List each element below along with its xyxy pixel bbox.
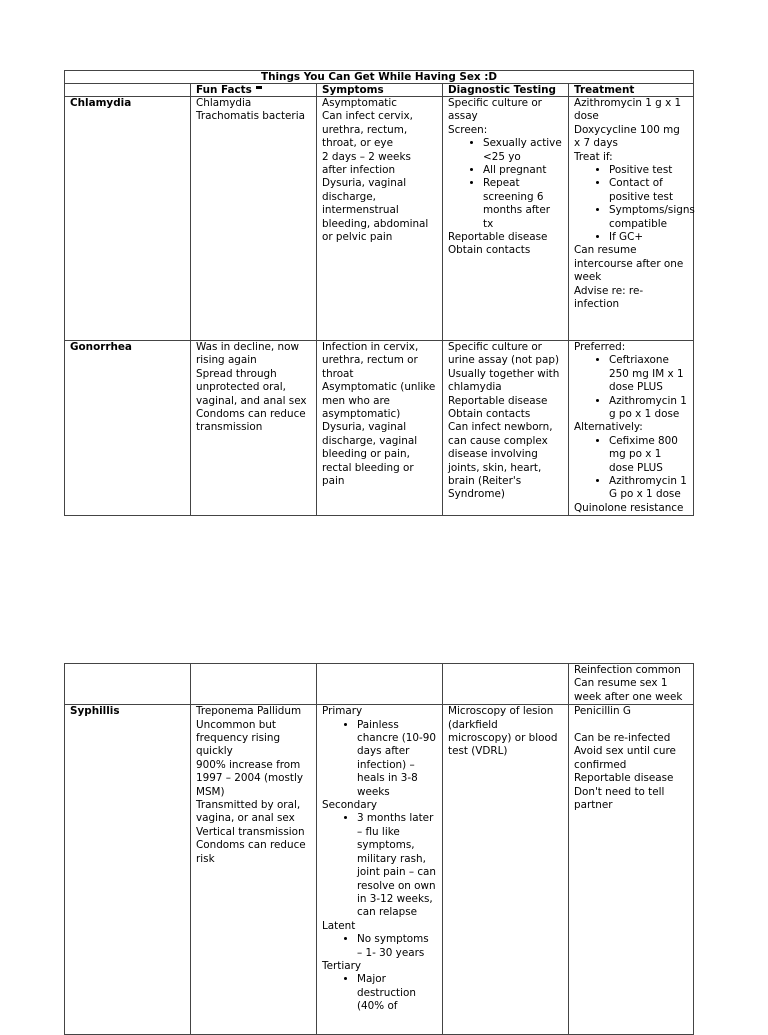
treatment-cell: Penicillin G Can be re-infected Avoid sex until cure confirmed Reportable disease Don't need to tell partner (569, 705, 694, 1035)
table-title: Things You Can Get While Having Sex :D (65, 71, 694, 84)
list-item: • Major destruction (40% of (357, 973, 437, 1013)
diagnostic-cell: Specific culture or assay Screen: • Sexually active <25 yo • All pregnant • Repeat screening 6 months after tx Reportable disease Obtain contacts (443, 97, 569, 341)
list-item: • Cefixime 800 mg po x 1 dose PLUS (609, 435, 688, 475)
disease-name: Syphillis (65, 705, 191, 1035)
header-diagnostic-testing: Diagnostic Testing (443, 84, 569, 97)
fun-facts-cell: Treponema Pallidum Uncommon but frequency rising quickly 900% increase from 1997 – 2004 (mostly MSM) Transmitted by oral, vagina, or anal sex Vertical transmission Condoms can reduce risk (191, 705, 317, 1035)
continued-row (65, 664, 694, 705)
header-row (65, 84, 694, 97)
list-item: • 3 months later – flu like symptoms, military rash, joint pain – can resolve on own in 3-12 weeks, can relapse (357, 812, 437, 919)
disease-name: Gonorrhea (65, 341, 191, 516)
screen-list (448, 137, 563, 231)
fun-facts-cell: Was in decline, now rising again Spread through unprotected oral, vaginal, and anal sex Condoms can reduce transmission (191, 341, 317, 516)
stage-label: Tertiary (322, 959, 361, 972)
secondary-list (322, 812, 437, 919)
symptoms-cell: Infection in cervix, urethra, rectum or throat Asymptomatic (unlike men who are asymptomatic) Dysuria, vaginal discharge, vaginal bleeding or pain, rectal bleeding or pain (317, 341, 443, 516)
header-symptoms: Symptoms (317, 84, 443, 97)
treat-if-list (574, 164, 695, 244)
row-syphilis (65, 705, 694, 1035)
primary-list (322, 719, 437, 799)
treatment-cell: Reinfection common Can resume sex 1 week after one week (569, 664, 694, 705)
stage-label: Primary (322, 705, 363, 718)
list-item: • Ceftriaxone 250 mg IM x 1 dose PLUS (609, 354, 688, 394)
header-treatment: Treatment (569, 84, 694, 97)
fun-facts-cell: Chlamydia Trachomatis bacteria (191, 97, 317, 341)
empty-cell (65, 664, 191, 705)
alternative-list (574, 435, 688, 502)
stage-label: Latent (322, 919, 356, 932)
header-fun-facts: Fun Facts (191, 84, 317, 97)
sti-table-page-2 (64, 663, 694, 1035)
list-item: • Sexually active <25 yo (483, 137, 563, 164)
row-gonorrhea (65, 341, 694, 516)
treatment-cell: Preferred: • Ceftriaxone 250 mg IM x 1 dose PLUS • Azithromycin 1 g po x 1 dose Alternatively: • Cefixime 800 mg po x 1 dose PLUS • Azithromycin 1 G po x 1 dose Quinolone resistance (569, 341, 694, 516)
latent-list (322, 933, 437, 960)
list-item: • Positive test (609, 164, 688, 177)
disease-name: Chlamydia (65, 97, 191, 341)
list-item: • Azithromycin 1 G po x 1 dose (609, 475, 688, 502)
preferred-list (574, 354, 688, 421)
list-item: • Azithromycin 1 g po x 1 dose (609, 395, 688, 422)
cursor-mark (256, 86, 262, 89)
symptoms-cell: Asymptomatic Can infect cervix, urethra, rectum, throat, or eye 2 days – 2 weeks after infection Dysuria, vaginal discharge, intermenstrual bleeding, abdominal or pelvic pain (317, 97, 443, 341)
row-chlamydia (65, 97, 694, 341)
list-item: • If GC+ (609, 231, 688, 244)
empty-cell (317, 664, 443, 705)
stage-label: Secondary (322, 799, 378, 812)
list-item: • Repeat screening 6 months after tx (483, 177, 563, 231)
treatment-cell: Azithromycin 1 g x 1 dose Doxycycline 100 mg x 7 days Treat if: • Positive test • Contact of positive test • Symptoms/signs compatible • If GC+ Can resume intercourse after one week Advise re: re-infection (569, 97, 694, 341)
diagnostic-cell: Microscopy of lesion (darkfield microscopy) or blood test (VDRL) (443, 705, 569, 1035)
tertiary-list (322, 973, 437, 1013)
diagnostic-cell: Specific culture or urine assay (not pap) Usually together with chlamydia Reportable disease Obtain contacts Can infect newborn, can cause complex disease involving joints, skin, heart, brain (Reiter's Syndrome) (443, 341, 569, 516)
header-disease (65, 84, 191, 97)
list-item: • Symptoms/signs compatible (609, 204, 688, 231)
list-item: • All pregnant (483, 164, 563, 177)
list-item: • Contact of positive test (609, 177, 688, 204)
list-item: • Painless chancre (10-90 days after infection) – heals in 3-8 weeks (357, 719, 437, 799)
empty-cell (191, 664, 317, 705)
list-item: • No symptoms – 1- 30 years (357, 933, 437, 960)
sti-table-page-1 (64, 70, 694, 516)
symptoms-cell (317, 705, 443, 1035)
empty-cell (443, 664, 569, 705)
